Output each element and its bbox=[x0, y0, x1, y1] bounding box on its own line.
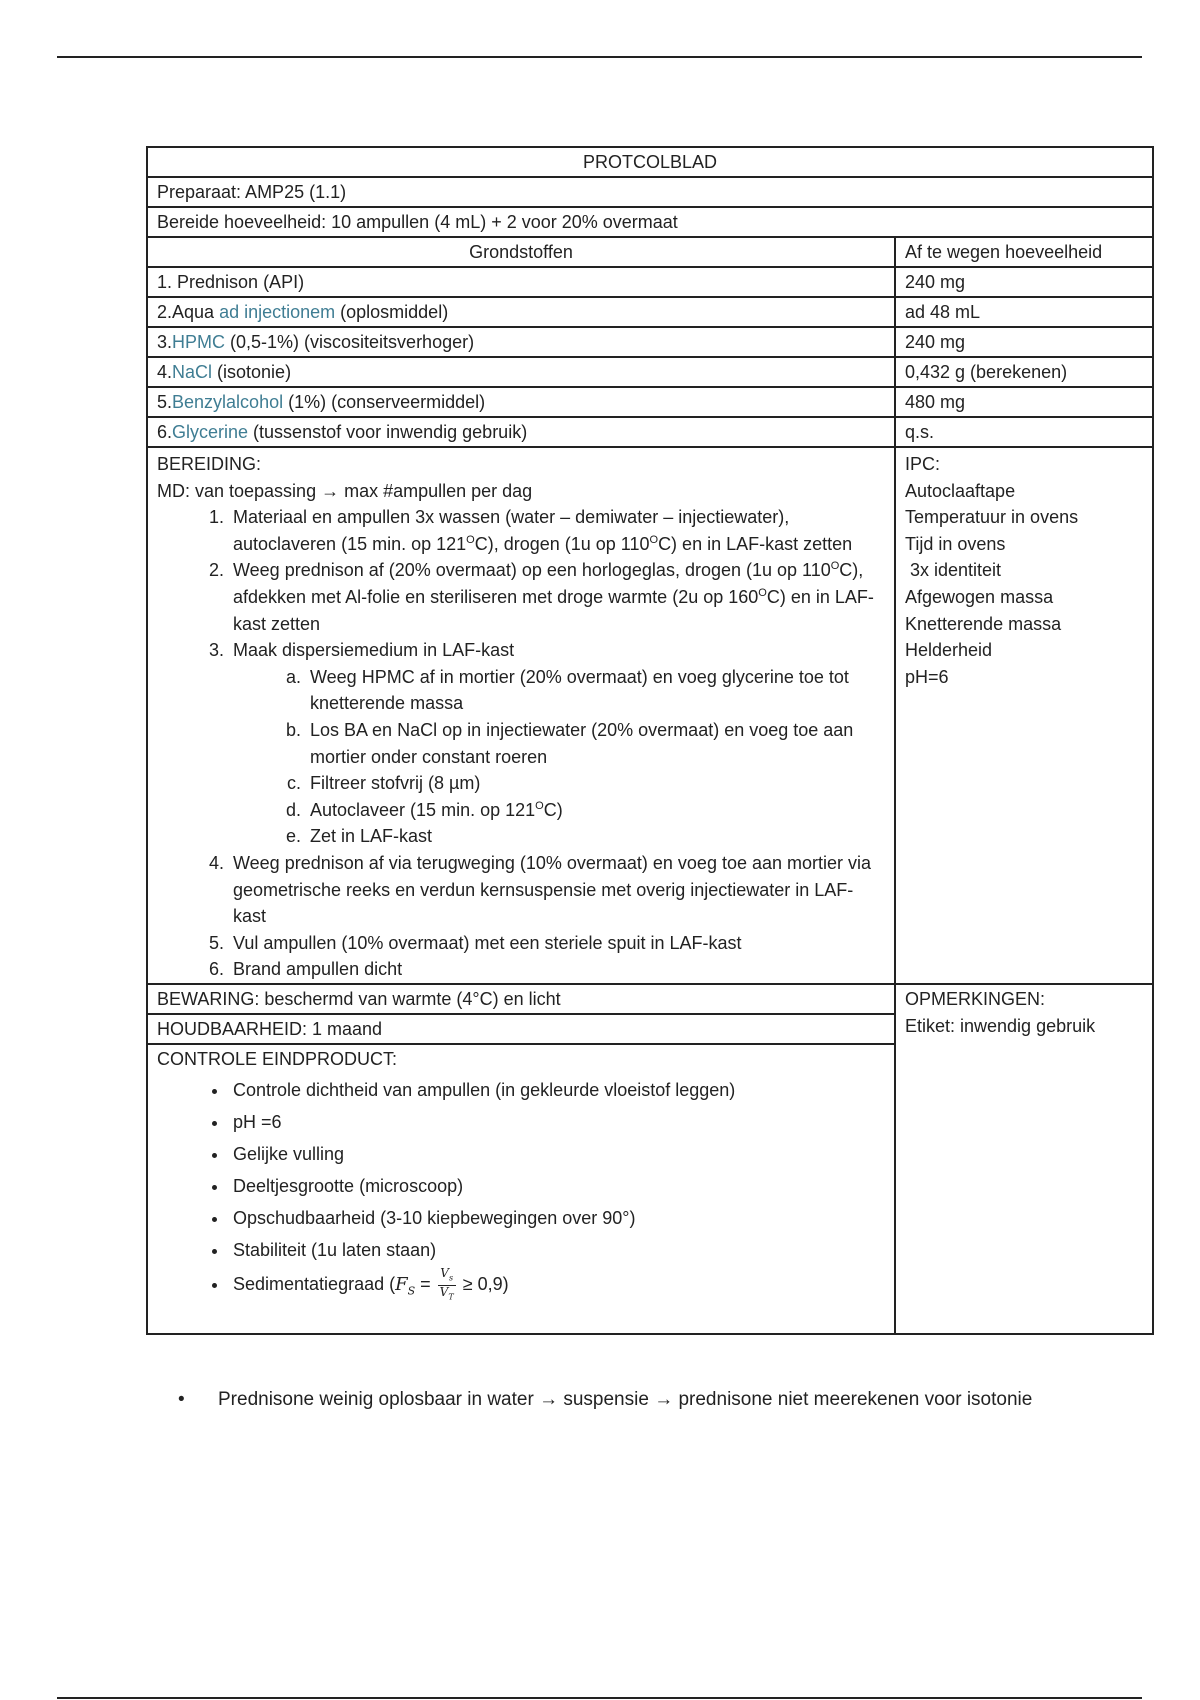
controle-list bbox=[157, 1074, 885, 1310]
step-item: 3. Maak dispersiemedium in LAF-kast a. Weeg HPMC af in mortier (20% overmaat) en voeg glycerine toe tot knetterende massa b. Los BA en NaCl op in injectiewater (20% overmaat) en voeg toe aan mortier onder constant roeren c. Filtreer stofvrij (8 µm) d. Autoclaveer (15 min. op $121^OC$) e. Zet in LAF-kast bbox=[229, 637, 885, 850]
sub-steps bbox=[233, 664, 885, 850]
ipc-item: Knetterende massa bbox=[905, 613, 1062, 634]
houdbaarheid-row: HOUDBAARHEID: 1 maand bbox=[147, 1014, 895, 1044]
footer-rule bbox=[57, 1697, 1142, 1699]
ipc-item: Afgewogen massa bbox=[905, 586, 1054, 607]
ingredient-row bbox=[147, 387, 1153, 417]
ingredient-number: 6. bbox=[157, 422, 173, 442]
ingredient-amount: ad 48 mL bbox=[895, 297, 1153, 327]
controle-heading: CONTROLE EINDPRODUCT: bbox=[157, 1048, 398, 1069]
ipc-item: Autoclaaftape bbox=[905, 480, 1016, 501]
ingredient-amount: q.s. bbox=[895, 417, 1153, 447]
controle-cell bbox=[147, 1044, 895, 1334]
ingredient-link[interactable]: HPMC bbox=[172, 332, 226, 352]
ipc-item: Helderheid bbox=[905, 640, 993, 661]
footnote-text: Prednisone weinig oplosbaar in water → suspensie → prednisone niet meerekenen voor isotonie bbox=[218, 1389, 1033, 1410]
step-item: 5. Vul ampullen (10% overmaat) met een steriele spuit in LAF-kast bbox=[229, 930, 885, 957]
ingredient-note: (isotonie) bbox=[212, 362, 292, 382]
sub-step-item: d. Autoclaveer (15 min. op $121^OC$) bbox=[306, 797, 885, 824]
ingredient-amount: 0,432 g (berekenen) bbox=[895, 357, 1153, 387]
controle-item: • Sedimentatiegraad ($F_S$ = $\frac{V_s}{V_T}$ ≥ 0,9) bbox=[229, 1266, 885, 1310]
sub-step-item: a. Weeg HPMC af in mortier (20% overmaat) en voeg glycerine toe tot knetterende massa bbox=[306, 664, 885, 717]
ingredient-row bbox=[147, 357, 1153, 387]
controle-item: • Stabiliteit (1u laten staan) bbox=[229, 1234, 885, 1266]
ingredient-row bbox=[147, 267, 1153, 297]
hoeveelheid-row: Bereide hoeveelheid: 10 ampullen (4 mL) + 2 voor 20% overmaat bbox=[147, 207, 1153, 237]
ingredient-number: 5. bbox=[157, 392, 173, 412]
opmerkingen-etiket: Etiket: inwendig gebruik bbox=[905, 1015, 1096, 1036]
sub-step-item: c. Filtreer stofvrij (8 µm) bbox=[306, 770, 885, 797]
ingredient-note: (tussenstof voor inwendig gebruik) bbox=[248, 422, 528, 442]
bullet-icon: • bbox=[178, 1389, 185, 1410]
controle-item: • pH =6 bbox=[229, 1106, 885, 1138]
ingredient-row bbox=[147, 297, 1153, 327]
ingredient-amount: 240 mg bbox=[895, 327, 1153, 357]
step-item: 6. Brand ampullen dicht bbox=[229, 956, 885, 983]
step-item: 4. Weeg prednison af via terugweging (10% overmaat) en voeg toe aan mortier via geometrische reeks en verdun kernsuspensie met overig injectiewater in LAF-kast bbox=[229, 850, 885, 930]
ipc-cell bbox=[895, 447, 1153, 984]
ingredient-note: (1%) (conserveermiddel) bbox=[283, 392, 486, 412]
controle-item: • Opschudbaarheid (3-10 kiepbewegingen over 90°) bbox=[229, 1202, 885, 1234]
ipc-list bbox=[905, 478, 1143, 691]
ingredient-number: 3. bbox=[157, 332, 173, 352]
controle-item: • Gelijke vulling bbox=[229, 1138, 885, 1170]
bereiding-cell bbox=[147, 447, 895, 984]
step-item: 2. Weeg prednison af (20% overmaat) op een horlogeglas, drogen (1u op $110^OC$), afdekken met Al-folie en steriliseren met droge warmte (2u op $160^OC$) en in LAF-kast zetten bbox=[229, 557, 885, 637]
controle-item: • Controle dichtheid van ampullen (in gekleurde vloeistof leggen) bbox=[229, 1074, 885, 1106]
ingredient-note: (oplosmiddel) bbox=[335, 302, 449, 322]
ingredient-link[interactable]: Benzylalcohol bbox=[172, 392, 284, 412]
ingredient-note: (0,5-1%) (viscositeitsverhoger) bbox=[225, 332, 475, 352]
header-af-te-wegen: Af te wegen hoeveelheid bbox=[895, 237, 1153, 267]
opmerkingen-heading: OPMERKINGEN: bbox=[905, 988, 1046, 1009]
ingredient-link[interactable]: Glycerine bbox=[172, 422, 249, 442]
bereiding-md: MD: van toepassing → max #ampullen per dag bbox=[157, 480, 533, 501]
ingredient-name: 1. Prednison (API) bbox=[157, 272, 305, 292]
header-grondstoffen: Grondstoffen bbox=[147, 237, 895, 267]
footnote bbox=[178, 1385, 1078, 1415]
ipc-item: Tijd in ovens bbox=[905, 533, 1006, 554]
ipc-heading: IPC: bbox=[905, 454, 941, 474]
sub-step-item: b. Los BA en NaCl op in injectiewater (20% overmaat) en voeg toe aan mortier onder constant roeren bbox=[306, 717, 885, 770]
ingredient-number: 4. bbox=[157, 362, 173, 382]
ingredient-amount: 240 mg bbox=[895, 267, 1153, 297]
ingredient-name: 2.Aqua bbox=[157, 302, 220, 322]
sedimentation-fraction: $\frac{V_s}{V_T}$ bbox=[439, 1266, 454, 1302]
table-title: PROTCOLBLAD bbox=[147, 147, 1153, 177]
ingredient-link[interactable]: ad injectionem bbox=[219, 302, 336, 322]
bewaring-row: BEWARING: beschermd van warmte (4°C) en licht bbox=[147, 984, 895, 1014]
protocol-table bbox=[146, 146, 1154, 1335]
controle-item: • Deeltjesgrootte (microscoop) bbox=[229, 1170, 885, 1202]
bereiding-steps bbox=[157, 504, 885, 983]
sub-step-item: e. Zet in LAF-kast bbox=[306, 823, 885, 850]
ipc-item: Temperatuur in ovens bbox=[905, 507, 1079, 528]
ingredient-row bbox=[147, 417, 1153, 447]
bereiding-heading: BEREIDING: bbox=[157, 454, 262, 474]
ingredient-row bbox=[147, 327, 1153, 357]
step-item: 1. Materiaal en ampullen 3x wassen (water – demiwater – injectiewater), autoclaveren (15 min. op $121^OC$), drogen (1u op $110^OC$) en in LAF-kast zetten bbox=[229, 504, 885, 557]
ipc-item: pH=6 bbox=[905, 666, 949, 687]
opmerkingen-cell bbox=[895, 984, 1153, 1334]
ingredient-amount: 480 mg bbox=[895, 387, 1153, 417]
ipc-item: 3x identiteit bbox=[905, 560, 1002, 581]
preparaat-row: Preparaat: AMP25 (1.1) bbox=[147, 177, 1153, 207]
ingredient-link[interactable]: NaCl bbox=[172, 362, 213, 382]
header-rule bbox=[57, 56, 1142, 58]
